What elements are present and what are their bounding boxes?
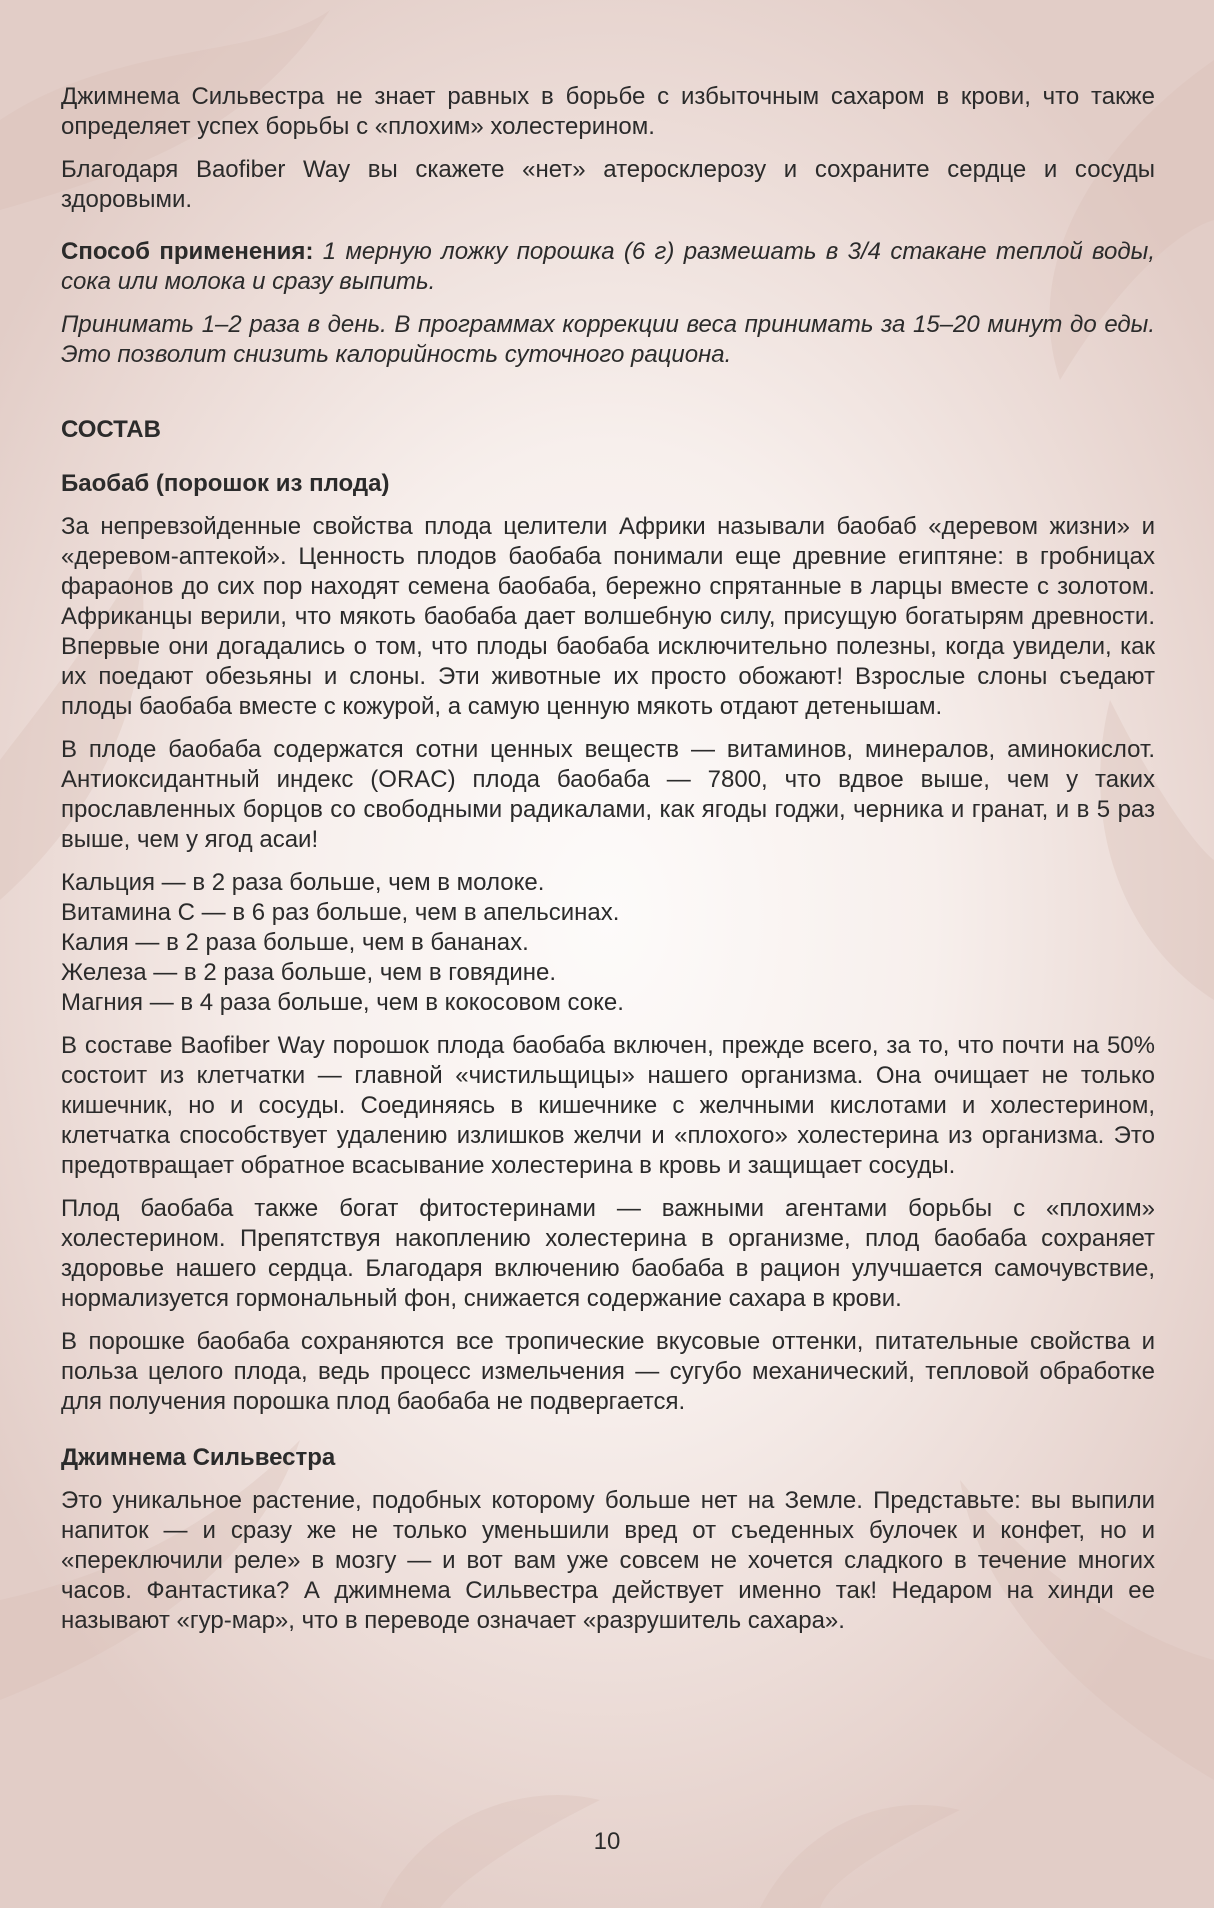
baobab-nutrient-list [61,868,1155,1018]
composition-title: СОСТАВ [61,416,161,443]
list-item: Витамина С — в 6 раз больше, чем в апельсинах. [61,899,620,926]
baobab-paragraph-5: В порошке баобаба сохраняются все тропические вкусовые оттенки, питательные свойства и польза целого плода, ведь процесс измельчения — сугубо механический, тепловой обработке для получения порошка плод баобаба не подвергается. [61,1328,1155,1415]
baobab-paragraph-2: В плоде баобаба содержатся сотни ценных веществ — витаминов, минералов, аминокислот. Антиоксидантный индекс (ORAC) плода баобаба — 7800, что вдвое выше, чем у таких прославленных борцов со свободными радикалами, как ягоды годжи, черника и гранат, и в 5 раз выше, чем у ягод асаи! [61,736,1155,853]
page-number: 10 [593,1828,621,1855]
baobab-heading: Баобаб (порошок из плода) [61,470,390,497]
document-body [61,82,1155,1649]
usage-label: Способ применения: [61,238,314,265]
intro-paragraph-1: Джимнема Сильвестра не знает равных в борьбе с избыточным сахаром в крови, что также определяет успех борьбы с «плохим» холестерином. [61,83,1155,140]
list-item: Калия — в 2 раза больше, чем в бананах. [61,929,529,956]
usage-text: 1 мерную ложку порошка (6 г) размешать в 3/4 стакане теплой воды, сока или молока и сразу выпить. [61,238,1155,295]
baobab-paragraph-1: За непревзойденные свойства плода целители Африки называли баобаб «деревом жизни» и «деревом-аптекой». Ценность плодов баобаба понимали еще древние египтяне: в гробницах фараонов до сих пор находят семена баобаба, бережно спрятанные в ларцы вместе с золотом. Африканцы верили, что мякоть баобаба дает волшебную силу, присущую богатырям древности. Впервые они догадались о том, что плоды баобаба исключительно полезны, когда увидели, как их поедают обезьяны и слоны. Эти животные их просто обожают! Взрослые слоны съедают плоды баобаба вместе с кожурой, а самую ценную мякоть отдают детенышам. [61,513,1155,720]
gymnema-paragraph-1: Это уникальное растение, подобных которому больше нет на Земле. Представьте: вы выпили напиток — и сразу же не только уменьшили вред от съеденных булочек и конфет, но и «переключили реле» в мозгу — и вот вам уже совсем не хочется сладкого в течение многих часов. Фантастика? А джимнема Сильвестра действует именно так! Недаром на хинди ее называют «гур-мар», что в переводе означает «разрушитель сахара». [61,1487,1155,1634]
list-item: Магния — в 4 раза больше, чем в кокосовом соке. [61,989,624,1016]
usage-paragraph [61,237,1155,297]
gymnema-heading: Джимнема Сильвестра [61,1444,336,1471]
intro-paragraph-2: Благодаря Baofiber Way вы скажете «нет» атеросклерозу и сохраните сердце и сосуды здоровыми. [61,156,1155,213]
list-item: Кальция — в 2 раза больше, чем в молоке. [61,869,545,896]
dosage-paragraph: Принимать 1–2 раза в день. В программах коррекции веса принимать за 15–20 минут до еды. Это позволит снизить калорийность суточного рациона. [61,311,1155,368]
baobab-paragraph-4: Плод баобаба также богат фитостеринами — важными агентами борьбы с «плохим» холестерином. Препятствуя накоплению холестерина в организме, плод баобаба сохраняет здоровье нашего сердца. Благодаря включению баобаба в рацион улучшается самочувствие, нормализуется гормональный фон, снижается содержание сахара в крови. [61,1195,1155,1312]
list-item: Железа — в 2 раза больше, чем в говядине. [61,959,556,986]
baobab-paragraph-3: В составе Baofiber Way порошок плода баобаба включен, прежде всего, за то, что почти на 50% состоит из клетчатки — главной «чистильщицы» нашего организма. Она очищает не только кишечник, но и сосуды. Соединяясь в кишечнике с желчными кислотами и холестерином, клетчатка способствует удалению излишков желчи и «плохого» холестерина из организма. Это предотвращает обратное всасывание холестерина в кровь и защищает сосуды. [61,1032,1155,1179]
